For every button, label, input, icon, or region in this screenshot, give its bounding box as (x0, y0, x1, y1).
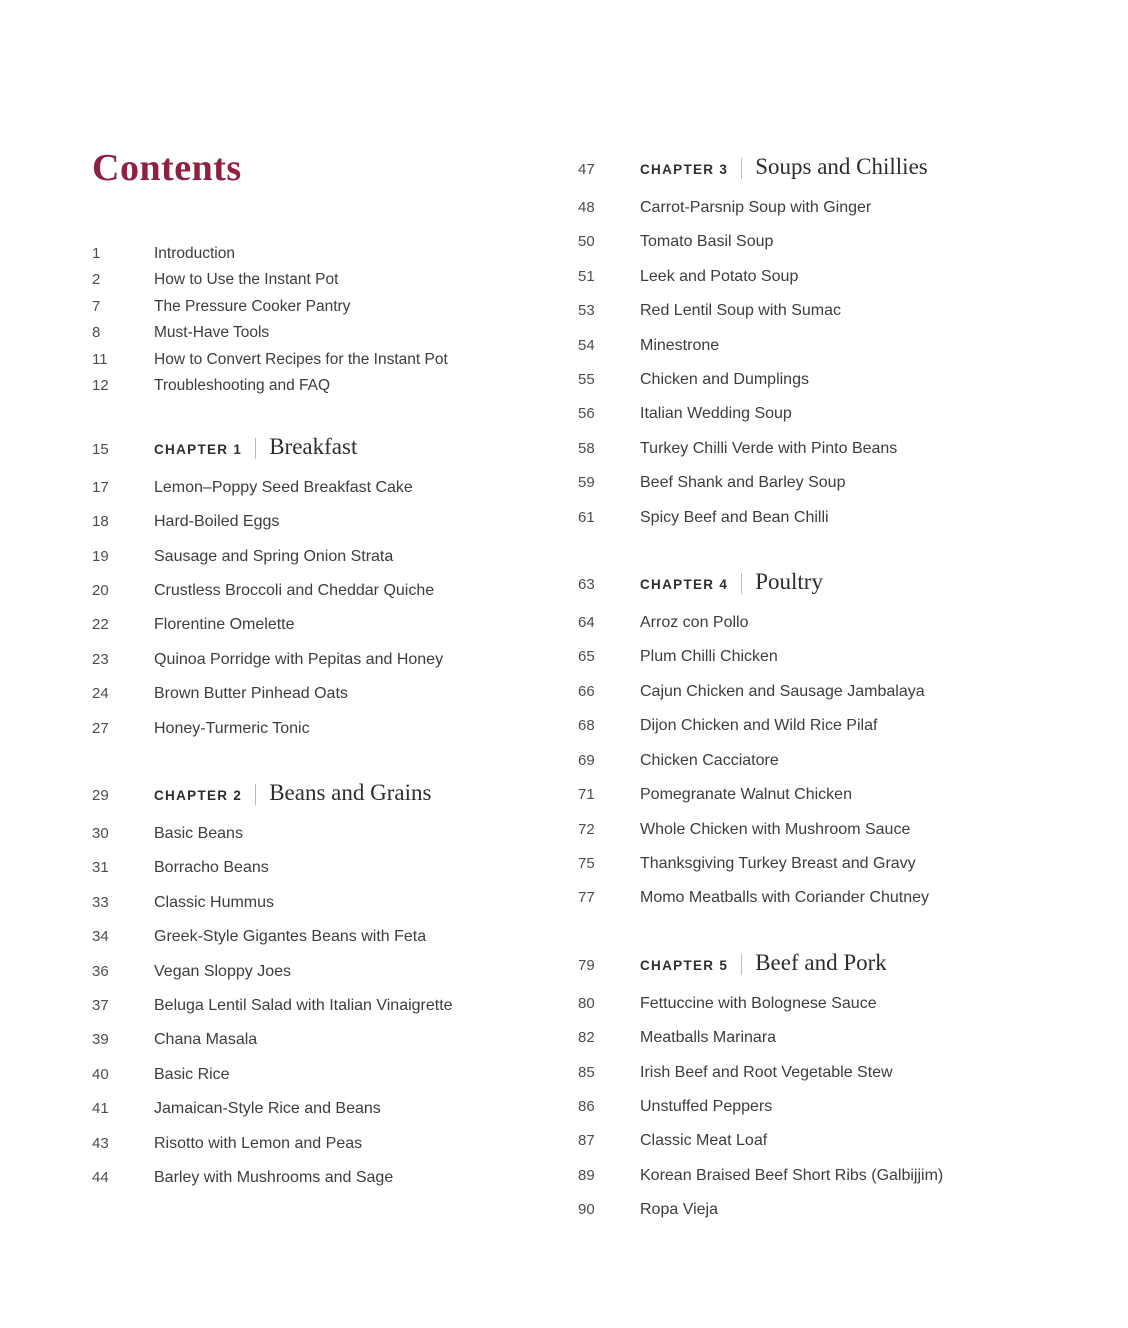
entry-page-number: 2 (92, 271, 101, 289)
entry-page-number: 8 (92, 324, 101, 342)
entry-title: How to Convert Recipes for the Instant Pot (154, 350, 448, 368)
entry-title: Turkey Chilli Verde with Pinto Beans (640, 439, 898, 457)
entry-page-number: 41 (92, 1100, 109, 1118)
entry-title: Sausage and Spring Onion Strata (154, 547, 394, 565)
toc-entry (578, 813, 1078, 847)
entry-page-number: 82 (578, 1029, 595, 1047)
entry-title: Lemon–Poppy Seed Breakfast Cake (154, 478, 413, 496)
entry-page-number: 86 (578, 1097, 595, 1115)
toc-entry (92, 505, 542, 539)
entry-title: Thanksgiving Turkey Breast and Gravy (640, 854, 916, 872)
entry-page-number: 87 (578, 1132, 595, 1150)
chapter-entries (92, 471, 542, 746)
entry-page-number: 24 (92, 685, 109, 703)
entry-title: Introduction (154, 244, 235, 262)
entry-page-number: 56 (578, 405, 595, 423)
entry-page-number: 64 (578, 614, 595, 632)
entry-title: Plum Chilli Chicken (640, 648, 778, 666)
toc-entry (578, 1124, 1078, 1158)
chapter-name: Beef and Pork (755, 949, 887, 975)
entry-title: Minestrone (640, 336, 720, 354)
entry-title: Troubleshooting and FAQ (154, 377, 331, 395)
entry-page-number: 22 (92, 616, 109, 634)
entry-title: Spicy Beef and Bean Chilli (640, 508, 829, 526)
entry-page-number: 75 (578, 854, 595, 872)
entry-title: How to Use the Instant Pot (154, 271, 339, 289)
toc-entry (578, 744, 1078, 778)
toc-entry (92, 320, 542, 347)
toc-entry (578, 1021, 1078, 1055)
toc-entry (92, 955, 542, 989)
toc-entry (92, 241, 542, 268)
entry-page-number: 23 (92, 650, 109, 668)
left-column (92, 148, 542, 1196)
entry-page-number: 40 (92, 1065, 109, 1083)
entry-page-number: 59 (578, 474, 595, 492)
chapter-heading (92, 430, 542, 467)
toc-entry (578, 847, 1078, 881)
entry-page-number: 80 (578, 994, 595, 1012)
toc-entry (578, 778, 1078, 812)
entry-title: Greek-Style Gigantes Beans with Feta (154, 928, 427, 946)
chapter-section-poultry (578, 565, 1078, 916)
entry-page-number: 17 (92, 478, 109, 496)
entry-page-number: 58 (578, 439, 595, 457)
entry-page-number: 12 (92, 377, 109, 395)
chapter-entries (92, 817, 542, 1195)
entry-page-number: 90 (578, 1201, 595, 1219)
chapter-page-number: 63 (578, 576, 595, 594)
chapter-section-beef-and-pork (578, 946, 1078, 1228)
chapter-label: CHAPTER 4 (640, 577, 729, 593)
chapter-section-beans-and-grains (92, 776, 542, 1195)
chapter-name: Soups and Chillies (755, 154, 928, 179)
toc-entry (92, 677, 542, 711)
front-matter-list (92, 241, 542, 400)
chapter-heading (92, 776, 542, 813)
toc-entry (578, 1056, 1078, 1090)
entry-page-number: 27 (92, 719, 109, 737)
toc-entry (92, 989, 542, 1023)
entry-title: Must-Have Tools (154, 324, 270, 342)
entry-title: Tomato Basil Soup (640, 233, 774, 251)
entry-title: Chicken Cacciatore (640, 751, 779, 769)
toc-entry (92, 1023, 542, 1057)
entry-page-number: 43 (92, 1134, 109, 1152)
chapter-name: Breakfast (269, 433, 358, 459)
entry-page-number: 44 (92, 1169, 109, 1187)
toc-entry (92, 920, 542, 954)
toc-entry (92, 851, 542, 885)
entry-title: Dijon Chicken and Wild Rice Pilaf (640, 717, 878, 735)
entry-title: Brown Butter Pinhead Oats (154, 685, 348, 703)
chapter-divider (741, 954, 742, 975)
chapter-name: Beans and Grains (269, 780, 432, 806)
toc-entry (578, 1090, 1078, 1124)
chapter-entries (578, 606, 1078, 916)
entry-title: Quinoa Porridge with Pepitas and Honey (154, 650, 444, 668)
entry-title: Beef Shank and Barley Soup (640, 474, 846, 492)
entry-title: Basic Rice (154, 1065, 230, 1083)
toc-entry (92, 373, 542, 400)
entry-page-number: 72 (578, 820, 595, 838)
entry-page-number: 1 (92, 244, 101, 262)
toc-entry (92, 643, 542, 677)
chapter-label: CHAPTER 5 (640, 957, 729, 973)
entry-title: Vegan Sloppy Joes (154, 962, 291, 980)
entry-title: Risotto with Lemon and Peas (154, 1134, 363, 1152)
entry-title: Honey-Turmeric Tonic (154, 719, 310, 737)
toc-entry (92, 1092, 542, 1126)
entry-title: Whole Chicken with Mushroom Sauce (640, 820, 911, 838)
chapter-name: Poultry (755, 569, 823, 595)
entry-page-number: 30 (92, 825, 109, 843)
toc-entry (578, 501, 1078, 535)
toc-entry (92, 471, 542, 505)
chapter-divider (255, 784, 256, 805)
toc-entry (92, 886, 542, 920)
chapter-section-soups-and-chillies (578, 150, 1078, 535)
chapter-page-number: 15 (92, 440, 109, 458)
entry-title: Classic Meat Loaf (640, 1132, 768, 1150)
entry-page-number: 19 (92, 547, 109, 565)
page-title: Contents (92, 147, 242, 189)
entry-title: Pomegranate Walnut Chicken (640, 786, 852, 804)
entry-title: Crustless Broccoli and Cheddar Quiche (154, 582, 435, 600)
chapter-heading (578, 946, 1078, 983)
entry-page-number: 61 (578, 508, 595, 526)
entry-page-number: 55 (578, 371, 595, 389)
entry-title: Basic Beans (154, 825, 243, 843)
entry-page-number: 69 (578, 751, 595, 769)
entry-page-number: 68 (578, 717, 595, 735)
entry-page-number: 85 (578, 1063, 595, 1081)
toc-entry (92, 574, 542, 608)
chapter-divider (741, 573, 742, 594)
chapter-page-number: 47 (578, 161, 595, 178)
toc-entry (578, 1193, 1078, 1227)
entry-page-number: 37 (92, 997, 109, 1015)
entry-title: Red Lentil Soup with Sumac (640, 302, 841, 320)
toc-entry (578, 640, 1078, 674)
entry-title: Chana Masala (154, 1031, 258, 1049)
entry-page-number: 34 (92, 928, 109, 946)
toc-entry (92, 817, 542, 851)
toc-entry (578, 881, 1078, 915)
entry-title: Barley with Mushrooms and Sage (154, 1169, 394, 1187)
entry-title: Chicken and Dumplings (640, 371, 809, 389)
entry-title: The Pressure Cooker Pantry (154, 297, 351, 315)
chapter-divider (741, 158, 742, 179)
entry-page-number: 77 (578, 889, 595, 907)
entry-page-number: 51 (578, 267, 595, 285)
entry-page-number: 54 (578, 336, 595, 354)
toc-entry (578, 606, 1078, 640)
toc-entry (92, 712, 542, 746)
toc-entry (578, 675, 1078, 709)
entry-title: Unstuffed Peppers (640, 1097, 773, 1115)
toc-entry (92, 347, 542, 374)
toc-entry (578, 987, 1078, 1021)
toc-entry (578, 329, 1078, 363)
toc-entry (578, 1159, 1078, 1193)
entry-title: Arroz con Pollo (640, 614, 749, 632)
entry-title: Momo Meatballs with Coriander Chutney (640, 889, 930, 907)
entry-page-number: 20 (92, 582, 109, 600)
entry-page-number: 66 (578, 682, 595, 700)
entry-title: Carrot-Parsnip Soup with Ginger (640, 199, 872, 216)
chapter-page-number: 79 (578, 956, 595, 974)
toc-entry (578, 466, 1078, 500)
entry-page-number: 33 (92, 893, 109, 911)
toc-entry (92, 1161, 542, 1195)
chapter-label: CHAPTER 2 (154, 788, 243, 804)
entry-title: Beluga Lentil Salad with Italian Vinaigrette (154, 997, 453, 1015)
entry-title: Leek and Potato Soup (640, 267, 799, 285)
toc-entry (578, 191, 1078, 225)
toc-entry (92, 294, 542, 321)
right-column (578, 150, 1078, 1228)
entry-page-number: 89 (578, 1166, 595, 1184)
entry-title: Jamaican-Style Rice and Beans (154, 1100, 381, 1118)
entry-page-number: 65 (578, 648, 595, 666)
entry-page-number: 31 (92, 859, 109, 877)
toc-entry (92, 540, 542, 574)
entry-title: Cajun Chicken and Sausage Jambalaya (640, 682, 925, 700)
entry-page-number: 53 (578, 302, 595, 320)
toc-entry (578, 225, 1078, 259)
entry-page-number: 7 (92, 297, 101, 315)
toc-entry (578, 709, 1078, 743)
entry-title: Korean Braised Beef Short Ribs (Galbijjim) (640, 1166, 944, 1184)
entry-title: Borracho Beans (154, 859, 269, 877)
entry-page-number: 71 (578, 786, 595, 804)
entry-title: Hard-Boiled Eggs (154, 513, 280, 531)
toc-entry (578, 432, 1078, 466)
toc-entry (578, 363, 1078, 397)
entry-page-number: 50 (578, 233, 595, 251)
chapter-divider (255, 438, 256, 459)
entry-title: Florentine Omelette (154, 616, 295, 634)
chapter-label: CHAPTER 3 (640, 162, 729, 177)
entry-title: Fettuccine with Bolognese Sauce (640, 994, 877, 1012)
toc-entry (92, 1058, 542, 1092)
toc-entry (92, 1127, 542, 1161)
chapter-entries (578, 191, 1078, 535)
entry-title: Classic Hummus (154, 893, 275, 911)
entry-page-number: 11 (92, 350, 108, 368)
entry-page-number: 18 (92, 513, 109, 531)
chapter-page-number: 29 (92, 787, 109, 805)
entry-title: Meatballs Marinara (640, 1029, 777, 1047)
toc-entry (578, 260, 1078, 294)
entry-page-number: 39 (92, 1031, 109, 1049)
toc-entry (92, 608, 542, 642)
entry-page-number: 36 (92, 962, 109, 980)
chapter-section-breakfast (92, 430, 542, 746)
toc-entry (578, 397, 1078, 431)
toc-entry (578, 294, 1078, 328)
entry-title: Italian Wedding Soup (640, 405, 792, 423)
entry-title: Ropa Vieja (640, 1201, 718, 1219)
chapter-heading (578, 150, 1078, 187)
entry-title: Irish Beef and Root Vegetable Stew (640, 1063, 893, 1081)
chapter-label: CHAPTER 1 (154, 441, 243, 457)
toc-entry (92, 267, 542, 294)
entry-page-number: 48 (578, 199, 595, 216)
chapter-entries (578, 987, 1078, 1228)
chapter-heading (578, 565, 1078, 602)
